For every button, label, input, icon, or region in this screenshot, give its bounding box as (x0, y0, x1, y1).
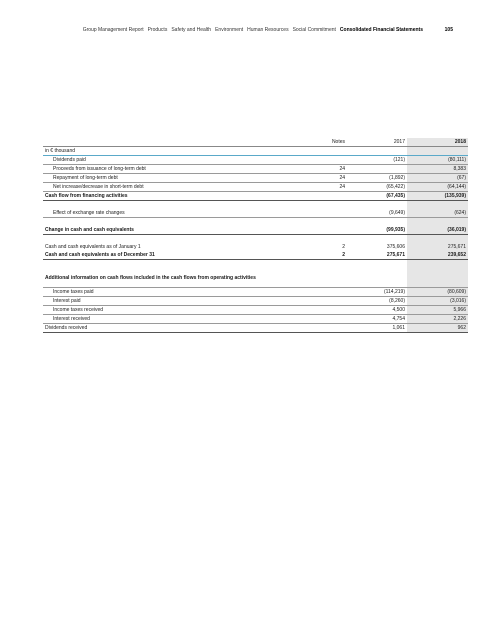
table-row (43, 192, 468, 201)
table-row (43, 183, 468, 192)
row-value-2018: 962 (407, 324, 468, 333)
table-row (43, 251, 468, 260)
table-row (43, 226, 468, 235)
row-label: Net increase/decrease in short-term debt (43, 183, 265, 192)
nav-item[interactable]: Consolidated Financial Statements (339, 27, 423, 33)
table-row (43, 288, 468, 297)
row-value-2017 (347, 165, 407, 174)
unit-row (43, 147, 468, 156)
row-label: Dividends received (43, 324, 265, 333)
row-label: Income taxes received (43, 306, 265, 315)
row-value-2017: (99,935) (347, 226, 407, 235)
row-notes (265, 306, 347, 315)
spacer-row (43, 201, 468, 210)
row-value-2018: (3,016) (407, 297, 468, 306)
row-label: Change in cash and cash equivalents (43, 226, 265, 235)
row-value-2017: (65,422) (347, 183, 407, 192)
row-notes (265, 315, 347, 324)
row-notes: 24 (265, 183, 347, 192)
nav-item[interactable]: Group Management Report (82, 27, 144, 33)
row-value-2017: 275,671 (347, 251, 407, 260)
row-value-2018: (624) (407, 209, 468, 218)
table-row (43, 324, 468, 333)
row-notes: 24 (265, 174, 347, 183)
row-value-2017: 1,061 (347, 324, 407, 333)
row-label: Cash and cash equivalents as of January 1 (45, 244, 141, 250)
row-notes (265, 226, 347, 235)
table-header-row (43, 138, 468, 147)
row-notes (265, 209, 347, 218)
table-row (43, 165, 468, 174)
table-row (43, 268, 468, 288)
row-value-2018: (36,019) (407, 226, 468, 235)
row-value-2017: 4,754 (347, 315, 407, 324)
row-notes: 24 (265, 165, 347, 174)
row-label: Interest received (43, 315, 265, 324)
header-2018: 2018 (407, 138, 468, 147)
spacer-row (43, 218, 468, 227)
header-notes: Notes (331, 139, 345, 145)
row-notes: 2 (342, 244, 345, 250)
row-value-2017: (8,260) (347, 297, 407, 306)
row-label: Additional information on cash flows included in the cash flows from operating activities (43, 268, 265, 288)
row-value-2018: (80,111) (407, 156, 468, 165)
row-value-2018: 8,383 (407, 165, 468, 174)
header-2017: 2017 (393, 139, 405, 145)
row-notes (265, 288, 347, 297)
row-value-2018: (64,144) (407, 183, 468, 192)
table-row (43, 243, 468, 251)
row-value-2018: (80,609) (407, 288, 468, 297)
nav-item[interactable]: Social Commitment (292, 27, 336, 33)
row-notes (265, 268, 347, 288)
row-label: Interest paid (43, 297, 265, 306)
row-value-2017: 4,500 (347, 306, 407, 315)
row-value-2018: 5,966 (407, 306, 468, 315)
table-row (43, 315, 468, 324)
row-value-2017: (114,219) (347, 288, 407, 297)
table-row (43, 156, 468, 165)
row-value-2018: (67) (407, 174, 468, 183)
row-value-2017 (347, 268, 407, 288)
row-label: Cash and cash equivalents as of December 31 (43, 251, 265, 260)
row-value-2017: (67,435) (347, 192, 407, 201)
row-label: Dividends paid (43, 156, 265, 165)
top-navigation (0, 27, 481, 37)
nav-item[interactable]: Safety and Health (171, 27, 212, 33)
row-label: Proceeds from issuance of long-term debt (43, 165, 265, 174)
row-value-2018 (407, 268, 468, 288)
page-number: 105 (444, 27, 453, 33)
table-row (43, 174, 468, 183)
table-row (43, 306, 468, 315)
cash-flow-table (43, 138, 468, 333)
row-label: Cash flow from financing activities (43, 192, 265, 201)
row-label: Effect of exchange rate changes (43, 209, 265, 218)
table-row (43, 297, 468, 306)
nav-item[interactable]: Products (147, 27, 168, 33)
row-notes (265, 156, 347, 165)
table-row (43, 209, 468, 218)
section-nav (83, 27, 423, 33)
row-notes: 2 (265, 251, 347, 260)
row-value-2018: 2,226 (407, 315, 468, 324)
spacer-row (43, 260, 468, 269)
row-notes (265, 297, 347, 306)
spacer-row (43, 235, 468, 244)
row-value-2018: (135,939) (407, 192, 468, 201)
unit-label: in € thousand (43, 147, 265, 156)
row-value-2017: (9,649) (347, 209, 407, 218)
header-label (43, 138, 265, 147)
nav-item[interactable]: Human Resources (247, 27, 289, 33)
row-value-2017: (1,892) (347, 174, 407, 183)
row-label: Income taxes paid (43, 288, 265, 297)
row-label: Repayment of long-term debt (43, 174, 265, 183)
row-value-2017: 375,606 (386, 244, 405, 250)
row-value-2018: 275,671 (407, 243, 468, 251)
nav-item[interactable]: Environment (215, 27, 244, 33)
row-notes (265, 324, 347, 333)
row-notes (265, 192, 347, 201)
row-value-2018: 239,652 (407, 251, 468, 260)
row-value-2017: (121) (347, 156, 407, 165)
